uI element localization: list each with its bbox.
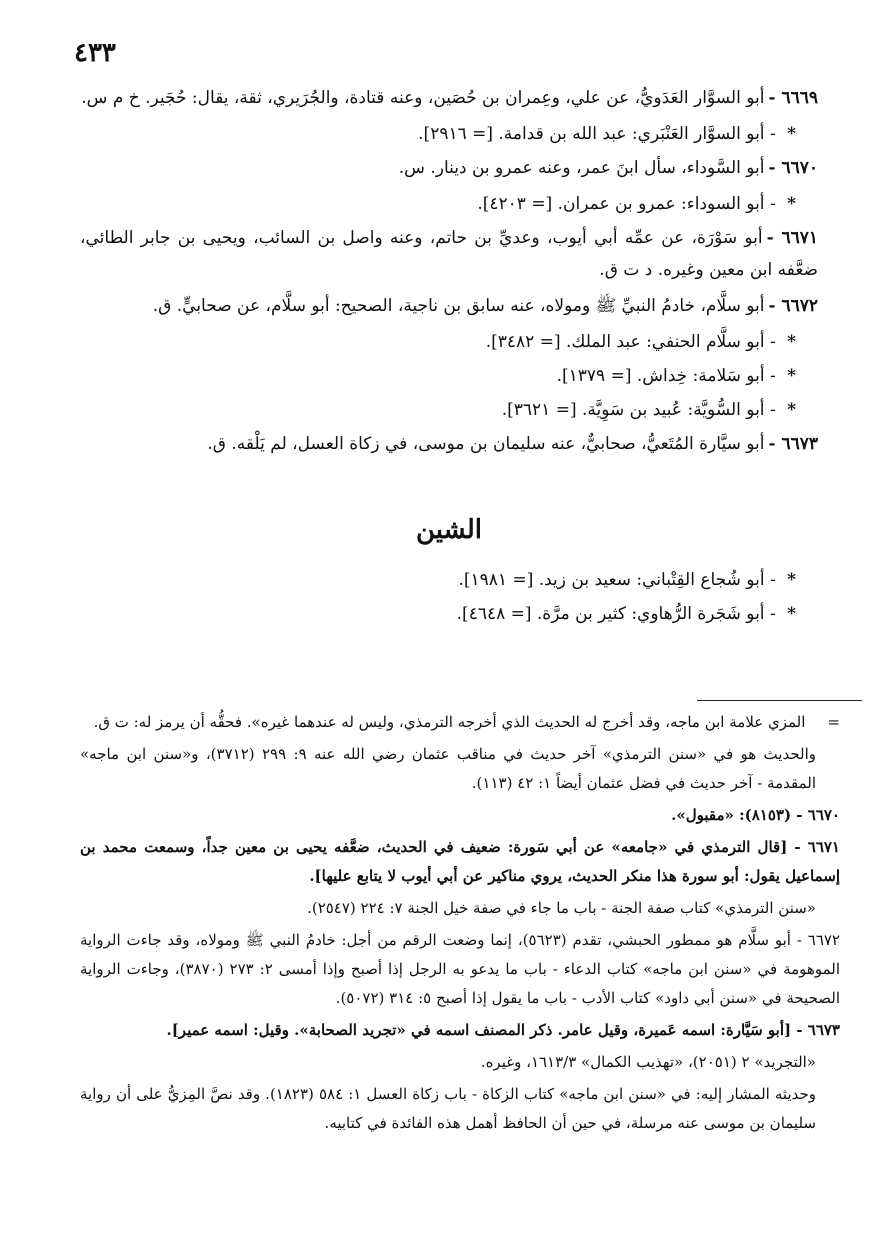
footnote-text: والحديث هو في «سنن الترمذي» آخر حديث في مناقب عثمان رضي الله عنه ٩: ٢٩٩ (٣٧١٢)، و«سنن ابن ماجه» المقدمة - آخر حديث في فضل عثمان أيضاً ١: ٤٢ (١١٣).	[80, 745, 816, 792]
footnote	[80, 926, 840, 1013]
entry	[80, 428, 818, 460]
entry	[80, 290, 818, 322]
footnote	[80, 894, 840, 923]
cross-reference: * - أبو شَجَرة الرُّهاوي: كثير بن مرَّة. [= ٤٦٤٨].	[456, 604, 796, 624]
footnote	[80, 708, 840, 737]
cross-reference: * - أبو السوداء: عمرو بن عمران. [= ٤٢٠٣].	[477, 194, 796, 214]
cross-reference-text: أبو شَجَرة الرُّهاوي: كثير بن مرَّة. [= ٤٦٤٨].	[456, 604, 765, 624]
entry	[80, 152, 818, 184]
asterisk-icon: *	[787, 570, 796, 590]
footnote-text: ٦٦٧٢ - أبو سلَّام هو ممطور الحبشي، تقدم (٥٦٢٣)، إنما وضعت الرقم من أجل: خادمُ النبي ﷺ ومولاه، وقد جاءت الرواية الموهومة في «سنن ابن ماجه» كتاب الدعاء - باب ما يدعو به الرجل إذا أصبح وإذا أمسى ٢: ٢٧٣ (٣٨٧٠)، وجاءت الرواية الصحيحة في «سنن أبي داود» كتاب الأدب - باب ما يقول إذا أصبح ٥: ٣١٤ (٥٠٧٢).	[80, 931, 840, 1007]
cross-reference: * - أبو شُجاع القِتْباني: سعيد بن زيد. [= ١٩٨١].	[458, 570, 796, 590]
footnote-text: ٦٦٧٠ - (٨١٥٣): «مقبول».	[671, 806, 840, 824]
entry-number: ٦٦٦٩ -	[768, 88, 818, 108]
cross-reference-text: أبو سلَّام الحنفي: عبد الملك. [= ٣٤٨٢].	[485, 332, 765, 352]
asterisk-icon: *	[787, 332, 796, 352]
footnote	[80, 1080, 840, 1138]
cross-reference: * - أبو سلَّام الحنفي: عبد الملك. [= ٣٤٨٢].	[485, 332, 796, 352]
entry-number: ٦٦٧١ -	[766, 228, 818, 248]
entry	[80, 82, 818, 114]
section-heading: الشين	[416, 515, 482, 545]
footnotes	[80, 708, 840, 1141]
footnote-divider	[697, 700, 862, 701]
asterisk-icon: *	[787, 194, 796, 214]
entry	[80, 222, 818, 286]
cross-reference: * - أبو سَلامة: خِداش. [= ١٣٧٩].	[556, 366, 796, 386]
entry-number: ٦٦٧٢ -	[768, 296, 818, 316]
footnote	[80, 1016, 840, 1045]
footnote	[80, 801, 840, 830]
cross-reference-text: أبو السوداء: عمرو بن عمران. [= ٤٢٠٣].	[477, 194, 765, 214]
page-number: ٤٣٣	[74, 38, 116, 68]
footnote-text: ٦٦٧١ - [قال الترمذي في «جامعه» عن أبي سَورة: ضعيف في الحديث، ضعَّفه يحيى بن معين جداً، وسمعت محمد بن إسماعيل يقول: أبو سورة هذا منكر الحديث، يروي مناكير عن أبي أيوب لا يتابع عليها].	[80, 838, 840, 885]
entry-number: ٦٦٧٣ -	[768, 434, 818, 454]
footnote-text: «سنن الترمذي» كتاب صفة الجنة - باب ما جاء في صفة خيل الجنة ٧: ٢٢٤ (٢٥٤٧).	[307, 899, 816, 917]
entry-text: أبو السَّوداء، سأل ابنَ عمر، وعنه عمرو بن دينار. س.	[398, 158, 765, 178]
entry-text: أبو السوَّار العَدَويُّ، عن علي، وعِمران بن حُصَين، وعنه قتادة، والجُرَيري، ثقة، يقال: حُجَير. خ م س.	[81, 88, 765, 108]
entry-text: أبو سلَّام، خادمُ النبيِّ ﷺ ومولاه، عنه سابق بن ناجية، الصحيح: أبو سلَّام، عن صحابيٍّ. ق.	[152, 296, 765, 316]
cross-reference-text: أبو السُّويَّة: عُبيد بن سَوِيَّة. [= ٣٦٢١].	[501, 400, 765, 420]
asterisk-icon: *	[787, 604, 796, 624]
entry-text: أبو سَوْرَة، عن عمِّه أبي أيوب، وعديِّ بن حاتم، وعنه واصل بن السائب، ويحيى بن جابر الطائي، ضعَّفه ابن معين وغيره. د ت ق.	[80, 228, 818, 280]
footnote	[80, 1048, 840, 1077]
footnote-text: ٦٦٧٣ - [أبو سَيَّارة: اسمه عَميرة، وقيل عامر. ذكر المصنف اسمه في «تجريد الصحابة». وقيل: اسمه عمير].	[166, 1021, 840, 1039]
entry-number: ٦٦٧٠ -	[768, 158, 818, 178]
cross-reference-text: أبو السوَّار العَنْبَري: عبد الله بن قدامة. [= ٢٩١٦].	[418, 124, 765, 144]
asterisk-icon: *	[787, 400, 796, 420]
cross-reference-text: أبو سَلامة: خِداش. [= ١٣٧٩].	[556, 366, 765, 386]
main-text	[80, 82, 818, 632]
footnote	[80, 740, 840, 798]
footnote	[80, 833, 840, 891]
continuation-mark: =	[827, 713, 840, 731]
cross-reference-text: أبو شُجاع القِتْباني: سعيد بن زيد. [= ١٩٨١].	[458, 570, 765, 590]
cross-reference: * - أبو السُّويَّة: عُبيد بن سَوِيَّة. [= ٣٦٢١].	[501, 400, 796, 420]
footnote-text: «التجريد» ٢ (٢٠٥١)، «تهذيب الكمال» ١٦١٣/٣، وغيره.	[480, 1053, 816, 1071]
footnote-text: المزي علامة ابن ماجه، وقد أخرج له الحديث الذي أخرجه الترمذي، وليس له عندهما غيره». فحقُّه أن يرمز له: ت ق.	[93, 713, 806, 731]
footnote-text: وحديثه المشار إليه: في «سنن ابن ماجه» كتاب الزكاة - باب زكاة العسل ١: ٥٨٤ (١٨٢٣). وقد نصَّ المِزيُّ على أن رواية سليمان بن موسى عنه مرسلة، في حين أن الحافظ أهمل هذه الفائدة في كتابيه.	[80, 1085, 817, 1132]
asterisk-icon: *	[787, 366, 796, 386]
asterisk-icon: *	[787, 124, 796, 144]
cross-reference: * - أبو السوَّار العَنْبَري: عبد الله بن قدامة. [= ٢٩١٦].	[418, 124, 796, 144]
entry-text: أبو سيَّارة المُتَعيُّ، صحابيٌّ، عنه سليمان بن موسى، في زكاة العسل، لم يَلْقه. ق.	[207, 434, 765, 454]
